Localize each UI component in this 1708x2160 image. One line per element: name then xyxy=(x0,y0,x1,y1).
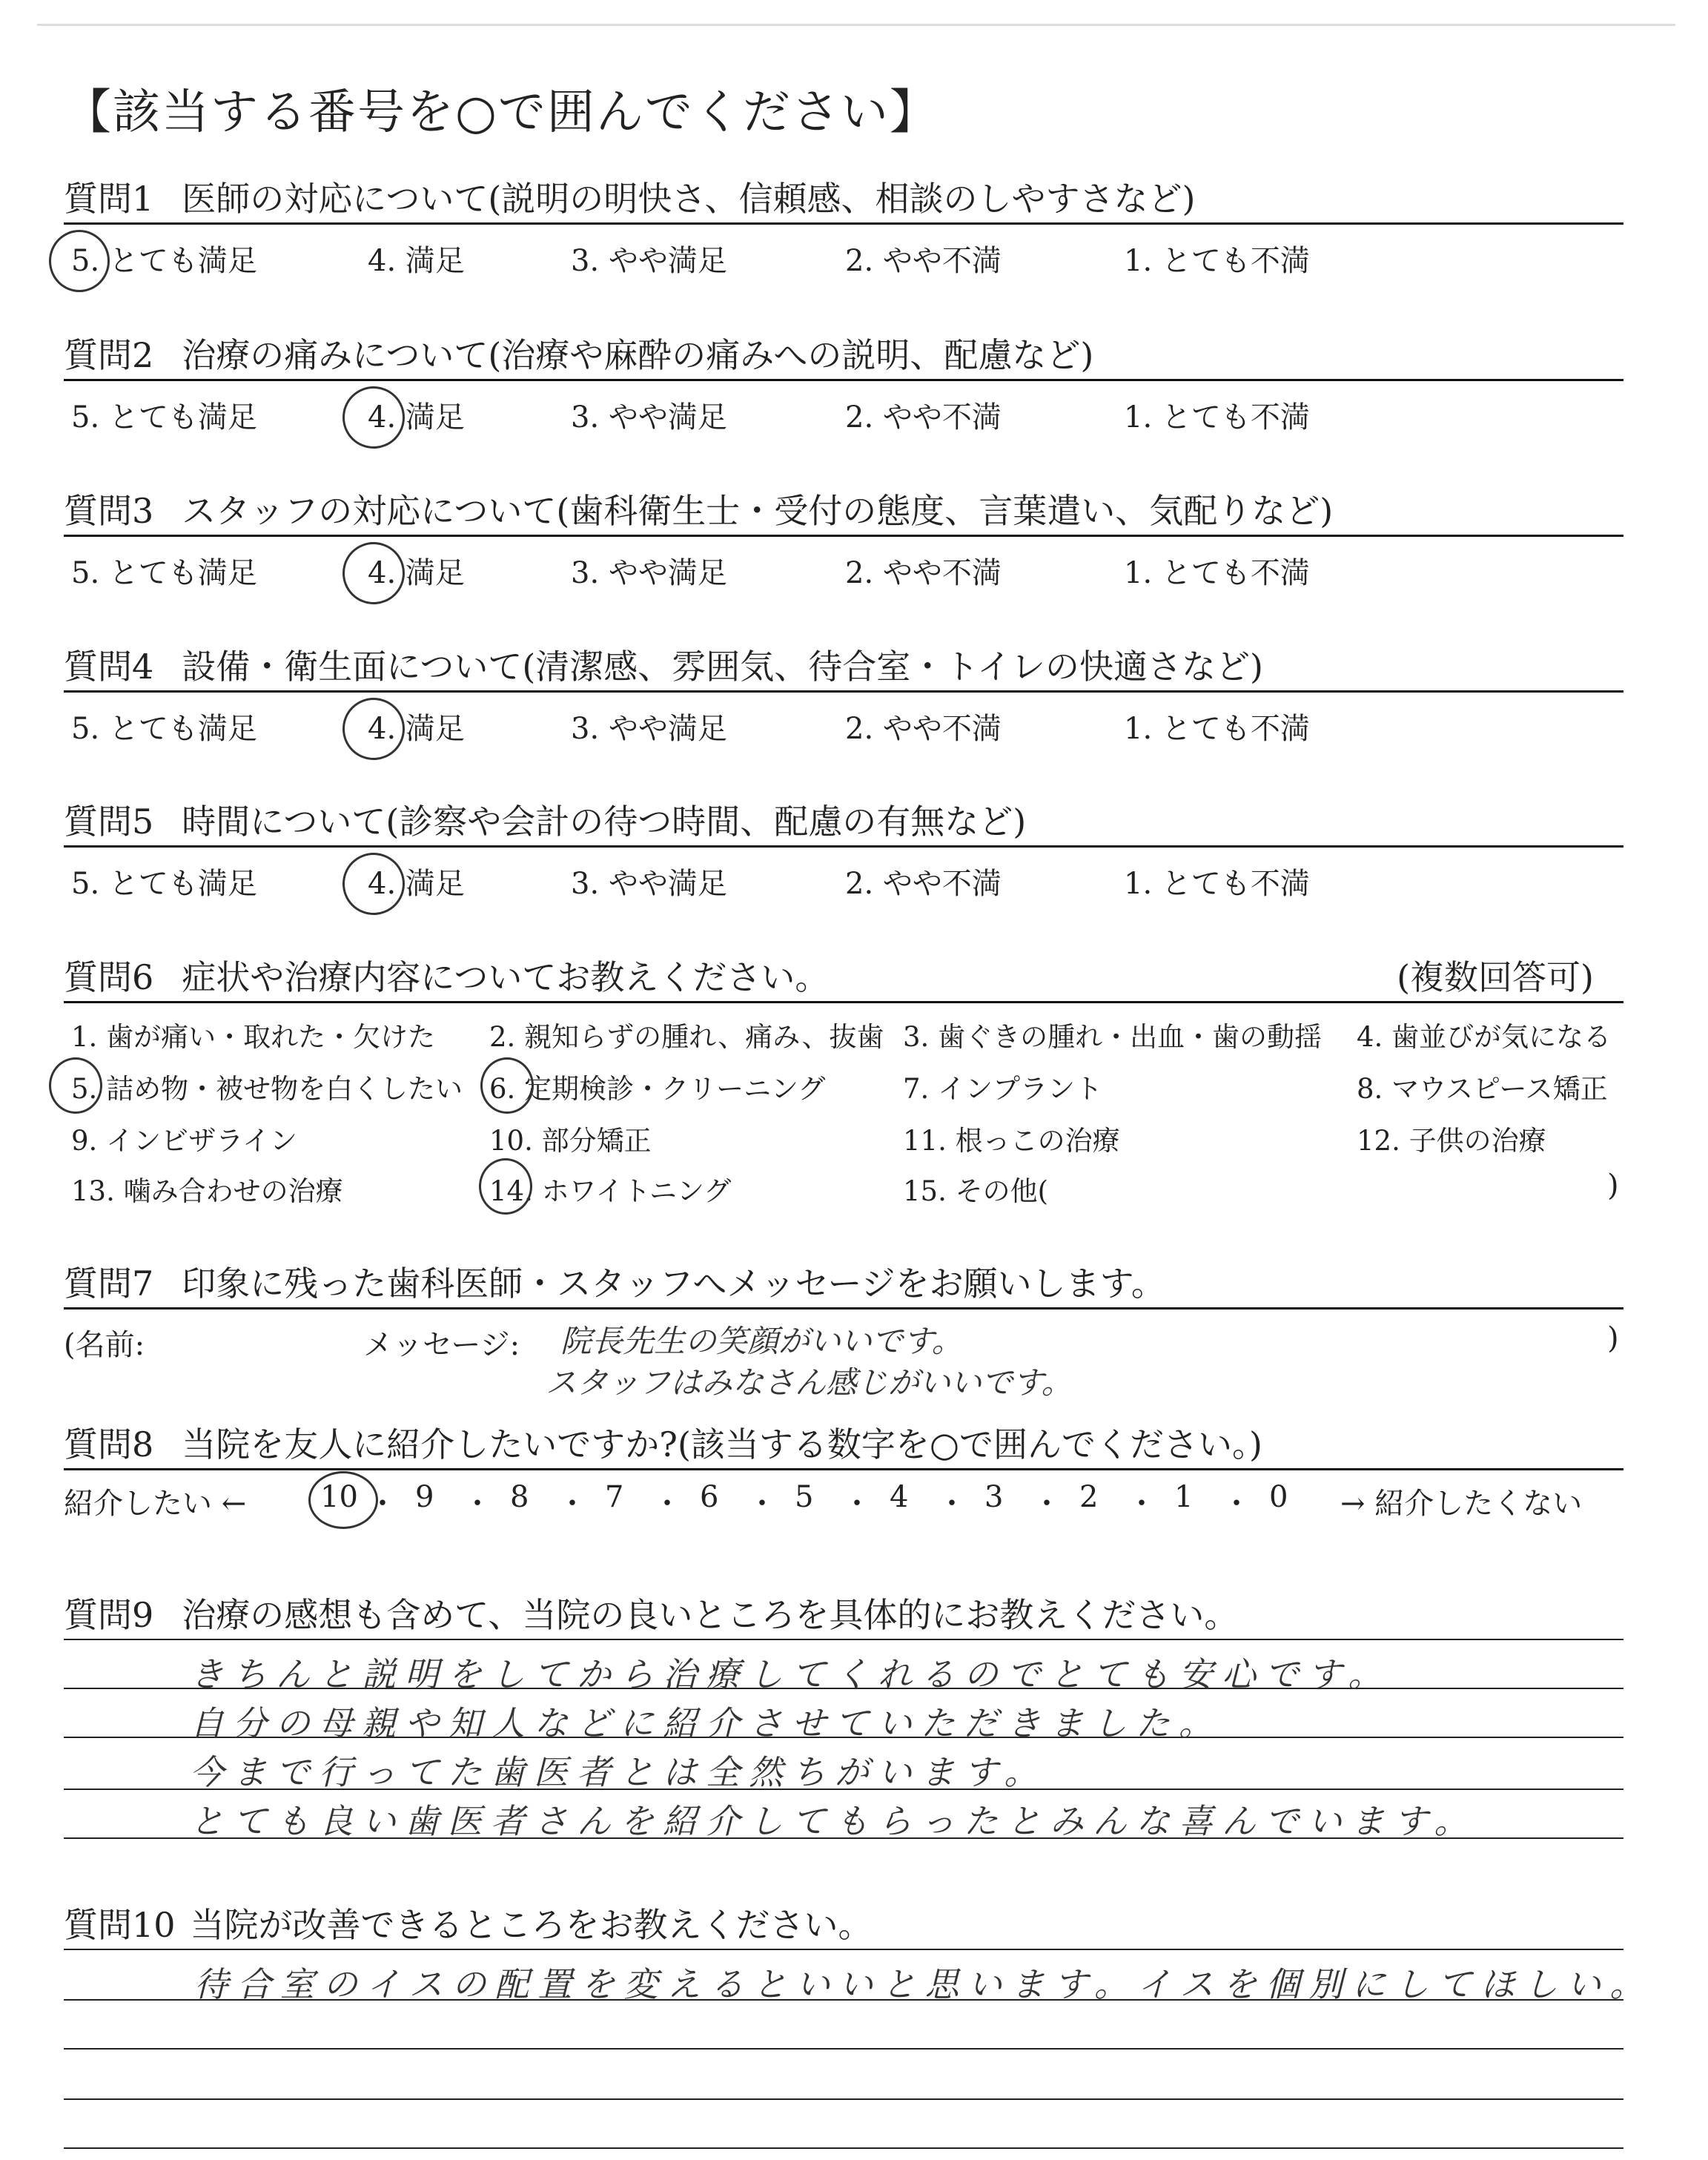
question-rule xyxy=(64,222,1623,225)
top-border xyxy=(37,24,1675,26)
question-2-title xyxy=(64,328,1093,377)
symptom-option[interactable]: 14. ホワイトニング xyxy=(489,1175,732,1207)
question-rule xyxy=(64,535,1623,537)
rating-option[interactable]: 2. やや不満 xyxy=(845,556,1002,590)
writing-line xyxy=(64,1639,1623,1640)
handwritten-answer: きちんと説明をしてから治療してくれるのでとても安心です。 xyxy=(190,1654,1391,1694)
handwritten-answer: 待合室のイスの配置を変えるといいと思います。イスを個別にしてほしい。 xyxy=(194,1964,1653,2004)
selected-option-circle xyxy=(49,1057,102,1114)
rating-option[interactable]: 2. やや不満 xyxy=(845,712,1002,746)
rating-option[interactable]: 4. 満足 xyxy=(368,244,465,278)
scale-separator: ・ xyxy=(1127,1487,1156,1521)
question-text: 当院を友人に紹介したいですか?(該当する数字を○で囲んでください。) xyxy=(182,1424,1262,1464)
question-label: 質問5 xyxy=(64,802,154,842)
recommend-score[interactable]: 10 xyxy=(320,1480,358,1514)
question-4-title xyxy=(64,640,1263,689)
scale-separator: ・ xyxy=(652,1487,682,1521)
question-label: 質問4 xyxy=(64,647,154,687)
rating-option[interactable]: 3. やや満足 xyxy=(571,867,727,901)
symptom-option[interactable]: 12. 子供の治療 xyxy=(1357,1125,1546,1157)
selected-rating-circle xyxy=(342,853,405,915)
question-rule xyxy=(64,690,1623,693)
question-8-title xyxy=(64,1418,1262,1467)
selected-rating-circle xyxy=(49,230,110,292)
handwritten-answer: 今まで行ってた歯医者とは全然ちがいます。 xyxy=(190,1752,1047,1792)
recommend-score[interactable]: 8 xyxy=(510,1480,529,1514)
question-rule xyxy=(64,1001,1623,1003)
rating-option[interactable]: 1. とても不満 xyxy=(1124,400,1310,435)
question-7-title xyxy=(64,1257,1165,1306)
question-text: 時間について(診察や会計の待つ時間、配慮の有無など) xyxy=(182,802,1027,842)
writing-line xyxy=(64,2048,1623,2050)
symptom-option[interactable]: 3. 歯ぐきの腫れ・出血・歯の動揺 xyxy=(903,1021,1323,1053)
writing-line xyxy=(64,2147,1623,2149)
rating-option[interactable]: 4. 満足 xyxy=(368,556,465,590)
rating-option[interactable]: 1. とても不満 xyxy=(1124,867,1310,901)
writing-line xyxy=(64,1949,1623,1950)
rating-option[interactable]: 4. 満足 xyxy=(368,712,465,746)
rating-option[interactable]: 1. とても不満 xyxy=(1124,244,1310,278)
question-rule xyxy=(64,1307,1623,1309)
question-text: 印象に残った歯科医師・スタッフへメッセージをお願いします。 xyxy=(182,1264,1165,1304)
scale-separator: ・ xyxy=(937,1487,967,1521)
question-text: 治療の感想も含めて、当院の良いところを具体的にお教えください。 xyxy=(182,1595,1239,1635)
name-label: (名前: xyxy=(64,1328,145,1362)
rating-option[interactable]: 3. やや満足 xyxy=(571,244,727,278)
recommend-score[interactable]: 2 xyxy=(1079,1480,1099,1514)
symptom-option[interactable]: 6. 定期検診・クリーニング xyxy=(489,1073,826,1105)
question-label: 質問10 xyxy=(64,1905,176,1945)
question-label: 質問3 xyxy=(64,491,154,531)
rating-option[interactable]: 5. とても満足 xyxy=(71,712,257,746)
question-text: 医師の対応について(説明の明快さ、信頼感、相談のしやすさなど) xyxy=(182,179,1196,219)
recommend-score[interactable]: 4 xyxy=(890,1480,909,1514)
recommend-score[interactable]: 1 xyxy=(1174,1480,1194,1514)
message-close-paren: ) xyxy=(1607,1321,1619,1355)
symptom-option[interactable]: 1. 歯が痛い・取れた・欠けた xyxy=(71,1021,436,1053)
symptom-option[interactable]: 7. インプラント xyxy=(903,1073,1103,1105)
question-10-title xyxy=(64,1898,873,1947)
scale-separator: ・ xyxy=(368,1487,397,1521)
question-text: 当院が改善できるところをお教えください。 xyxy=(190,1905,873,1945)
scale-separator: ・ xyxy=(1032,1487,1062,1521)
rating-option[interactable]: 3. やや満足 xyxy=(571,400,727,435)
question-3-title xyxy=(64,484,1333,533)
question-rule xyxy=(64,1468,1623,1470)
symptom-option[interactable]: 5. 詰め物・被せ物を白くしたい xyxy=(71,1073,463,1105)
selected-option-circle xyxy=(479,1158,532,1215)
question-label: 質問9 xyxy=(64,1595,154,1635)
handwritten-answer: とても良い歯医者さんを紹介してもらったとみんな喜んでいます。 xyxy=(190,1801,1477,1841)
rating-option[interactable]: 1. とても不満 xyxy=(1124,712,1310,746)
selected-option-circle xyxy=(480,1057,534,1114)
page-title: 【該当する番号を○で囲んでください】 xyxy=(64,85,939,140)
selected-rating-circle xyxy=(342,698,405,760)
scale-separator: ・ xyxy=(842,1487,872,1521)
handwritten-answer: 自分の母親や知人などに紹介させていただきました。 xyxy=(190,1703,1222,1743)
symptom-option[interactable]: 15. その他( xyxy=(903,1175,1049,1207)
scale-separator: ・ xyxy=(747,1487,777,1521)
handwritten-message: スタッフはみなさん感じがいいです。 xyxy=(546,1364,1073,1401)
question-text: スタッフの対応について(歯科衛生士・受付の態度、言葉遣い、気配りなど) xyxy=(182,491,1334,531)
selected-score-circle xyxy=(308,1471,378,1529)
question-9-title xyxy=(64,1588,1238,1637)
scale-separator: ・ xyxy=(557,1487,587,1521)
recommend-left-label: 紹介したい ← xyxy=(64,1487,247,1521)
recommend-right-label: → 紹介したくない xyxy=(1340,1487,1583,1521)
question-rule xyxy=(64,379,1623,381)
selected-rating-circle xyxy=(342,386,405,449)
rating-option[interactable]: 3. やや満足 xyxy=(571,556,727,590)
rating-option[interactable]: 2. やや不満 xyxy=(845,244,1002,278)
symptom-option[interactable]: 8. マウスピース矯正 xyxy=(1357,1073,1608,1105)
question-label: 質問7 xyxy=(64,1264,154,1304)
rating-option[interactable]: 5. とても満足 xyxy=(71,556,257,590)
rating-option[interactable]: 2. やや不満 xyxy=(845,400,1002,435)
question-6-title xyxy=(64,951,829,1000)
rating-option[interactable]: 4. 満足 xyxy=(368,867,465,901)
recommend-score[interactable]: 5 xyxy=(795,1480,814,1514)
question-text: 治療の痛みについて(治療や麻酔の痛みへの説明、配慮など) xyxy=(182,335,1094,375)
symptom-option[interactable]: 11. 根っこの治療 xyxy=(903,1125,1120,1157)
writing-line xyxy=(64,2098,1623,2100)
rating-option[interactable]: 4. 満足 xyxy=(368,400,465,435)
question-text: 設備・衛生面について(清潔感、雰囲気、待合室・トイレの快適さなど) xyxy=(182,647,1263,687)
rating-option[interactable]: 5. とても満足 xyxy=(71,244,257,278)
scale-separator: ・ xyxy=(1222,1487,1251,1521)
rating-option[interactable]: 5. とても満足 xyxy=(71,867,257,901)
question-label: 質問6 xyxy=(64,957,154,997)
recommend-score[interactable]: 7 xyxy=(605,1480,624,1514)
symptom-option[interactable]: 9. インビザライン xyxy=(71,1125,297,1157)
recommend-score[interactable]: 6 xyxy=(700,1480,719,1514)
question-label: 質問2 xyxy=(64,335,154,375)
selected-rating-circle xyxy=(342,542,405,604)
question-1-title xyxy=(64,172,1195,221)
rating-option[interactable]: 1. とても不満 xyxy=(1124,556,1310,590)
rating-option[interactable]: 3. やや満足 xyxy=(571,712,727,746)
symptom-option[interactable]: 10. 部分矯正 xyxy=(489,1125,652,1157)
question-rule xyxy=(64,845,1623,848)
recommend-score[interactable]: 9 xyxy=(415,1480,434,1514)
rating-option[interactable]: 2. やや不満 xyxy=(845,867,1002,901)
handwritten-message: 院長先生の笑顔がいいです。 xyxy=(560,1323,963,1359)
rating-option[interactable]: 5. とても満足 xyxy=(71,400,257,435)
symptom-option[interactable]: 13. 噛み合わせの治療 xyxy=(71,1175,343,1207)
question-5-title xyxy=(64,795,1026,844)
other-close-paren: ) xyxy=(1607,1169,1619,1203)
question-label: 質問8 xyxy=(64,1424,154,1464)
question-text: 症状や治療内容についてお教えください。 xyxy=(182,957,830,997)
message-label: メッセージ: xyxy=(363,1328,520,1362)
symptom-option[interactable]: 4. 歯並びが気になる xyxy=(1357,1021,1612,1053)
scale-separator: ・ xyxy=(463,1487,492,1521)
recommend-score[interactable]: 0 xyxy=(1269,1480,1288,1514)
recommend-score[interactable]: 3 xyxy=(984,1480,1004,1514)
symptom-option[interactable]: 2. 親知らずの腫れ、痛み、抜歯 xyxy=(489,1021,884,1053)
question-label: 質問1 xyxy=(64,179,154,219)
multiple-answers-note: (複数回答可) xyxy=(1397,957,1594,997)
